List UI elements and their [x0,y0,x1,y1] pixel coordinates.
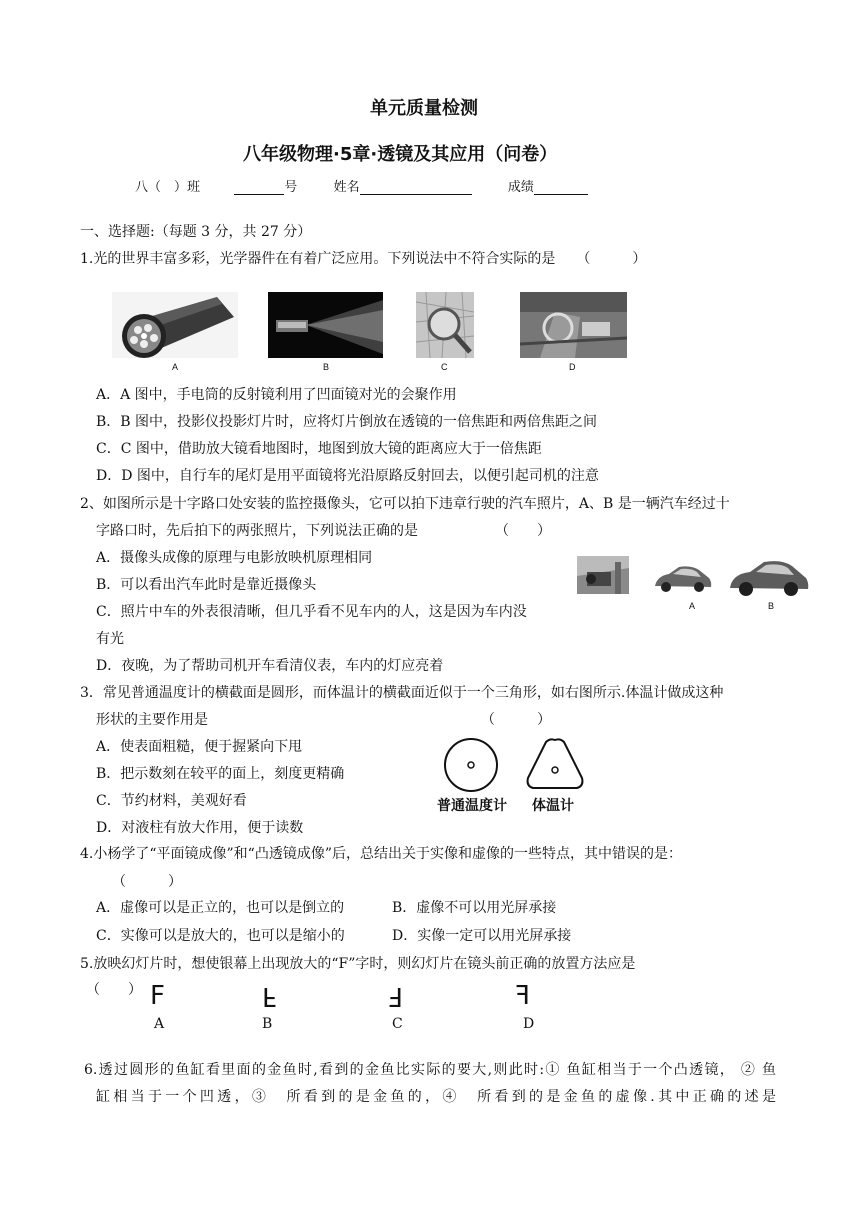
q4-option-b: B．虚像不可以用光屏承接 [392,900,557,916]
clinical-thermometer-label: 体温计 [532,798,574,814]
q5-caption-c: C [392,1016,403,1032]
q4-bracket: （ ） [112,874,182,890]
page-title: 单元质量检测 [370,98,478,119]
score-blank[interactable] [534,180,588,195]
q2-caption-b: B [768,601,775,611]
name-blank[interactable] [360,180,472,195]
number-label: 号 [284,180,298,195]
q6-line1: 6.透过圆形的鱼缸看里面的金鱼时,看到的金鱼比实际的要大,则此时:① 鱼缸相当于一个凸透镜， ② 鱼 [84,1062,776,1078]
q5-option-a-figure: F [150,981,165,1011]
q3-stem-line1: 3．常见普通温度计的横截面是圆形，而体温计的横截面近似于一个三角形，如右图所示.体温计做成这种 [80,685,724,701]
q4-option-c: C．实像可以是放大的，也可以是缩小的 [96,928,345,944]
q2-option-c: C．照片中车的外表很清晰，但几乎看不见车内的人，这是因为车内没 [96,604,527,620]
q5-option-b-figure: F [262,981,277,1011]
section-heading: 一、选择题:（每题 3 分，共 27 分） [80,224,312,240]
camera-photo [577,556,629,594]
q3-stem-line2: 形状的主要作用是 （ ） [96,712,551,728]
q1-caption-b: B [323,362,330,372]
q2-stem-line2: 字路口时，先后拍下的两张照片，下列说法正确的是 （ ） [96,523,551,539]
q1-option-a: A．A 图中，手电筒的反射镜利用了凹面镜对光的会聚作用 [96,387,457,403]
q3-option-d: D．对液柱有放大作用，便于读数 [96,820,304,836]
q3-option-c: C．节约材料，美观好看 [96,793,247,809]
car-photo-b [726,558,810,598]
class-label: 八（ ）班 [135,180,201,195]
score-label: 成绩 [507,180,534,195]
q2-caption-a: A [689,601,696,611]
q3-option-a: A．使表面粗糙，便于握紧向下甩 [96,739,303,755]
q1-option-d: D．D 图中，自行车的尾灯是用平面镜将光沿原路反射回去，以便引起司机的注意 [96,468,599,484]
magnifier-photo [416,292,474,358]
q2-option-c-cont: 有光 [96,631,124,647]
bicycle-light-photo [520,292,627,358]
thermometer-label: 普通温度计 [437,798,507,814]
q5-option-d-figure: F [515,981,530,1011]
q1-caption-c: C [441,362,448,372]
number-blank[interactable] [234,180,284,195]
q5-option-c-figure: F [388,981,403,1011]
page-subtitle: 八年级物理·5章·透镜及其应用（问卷） [243,144,558,165]
q2-option-a: A．摄像头成像的原理与电影放映机原理相同 [96,550,373,566]
q2-option-b: B．可以看出汽车此时是靠近摄像头 [96,577,317,593]
q5-bracket: （ ） [86,982,142,998]
q2-option-d: D．夜晚，为了帮助司机开车看清仪表，车内的灯应亮着 [96,658,444,674]
q5-stem: 5.放映幻灯片时，想使银幕上出现放大的“F”字时，则幻灯片在镜头前正确的放置方法应是 [80,956,636,972]
q1-option-c: C．C 图中，借助放大镜看地图时，地图到放大镜的距离应大于一倍焦距 [96,441,542,457]
thermometer-diagram [440,736,590,796]
q4-option-a: A．虚像可以是正立的，也可以是倒立的 [96,900,345,916]
student-info [135,176,588,195]
car-photo-a [651,564,713,594]
q5-caption-a: A [154,1016,165,1032]
q1-caption-d: D [569,362,576,372]
q5-caption-d: D [523,1016,535,1032]
q1-stem: 1.光的世界丰富多彩，光学器件在有着广泛应用。下列说法中不符合实际的是 （ ） [80,251,647,267]
q5-caption-b: B [262,1016,273,1032]
q6-line2: 缸相当于一个凹透，③ 所看到的是金鱼的，④ 所看到的是金鱼的虚像.其中正确的述是 [96,1089,776,1105]
q3-option-b: B．把示数刻在较平的面上，刻度更精确 [96,766,345,782]
q4-stem: 4.小杨学了“平面镜成像”和“凸透镜成像”后，总结出关于实像和虚像的一些特点，其中错误的是： [80,846,682,862]
q1-caption-a: A [172,362,179,372]
q4-option-d: D．实像一定可以用光屏承接 [392,928,572,944]
projector-photo [268,292,383,358]
q2-stem-line1: 2、如图所示是十字路口处安装的监控摄像头，它可以拍下违章行驶的汽车照片，A、B 是一辆汽车经过十 [80,496,730,512]
q1-option-b: B．B 图中，投影仪投影灯片时，应将灯片倒放在透镜的一倍焦距和两倍焦距之间 [96,414,598,430]
name-label: 姓名 [333,180,360,195]
flashlight-photo [112,292,238,358]
